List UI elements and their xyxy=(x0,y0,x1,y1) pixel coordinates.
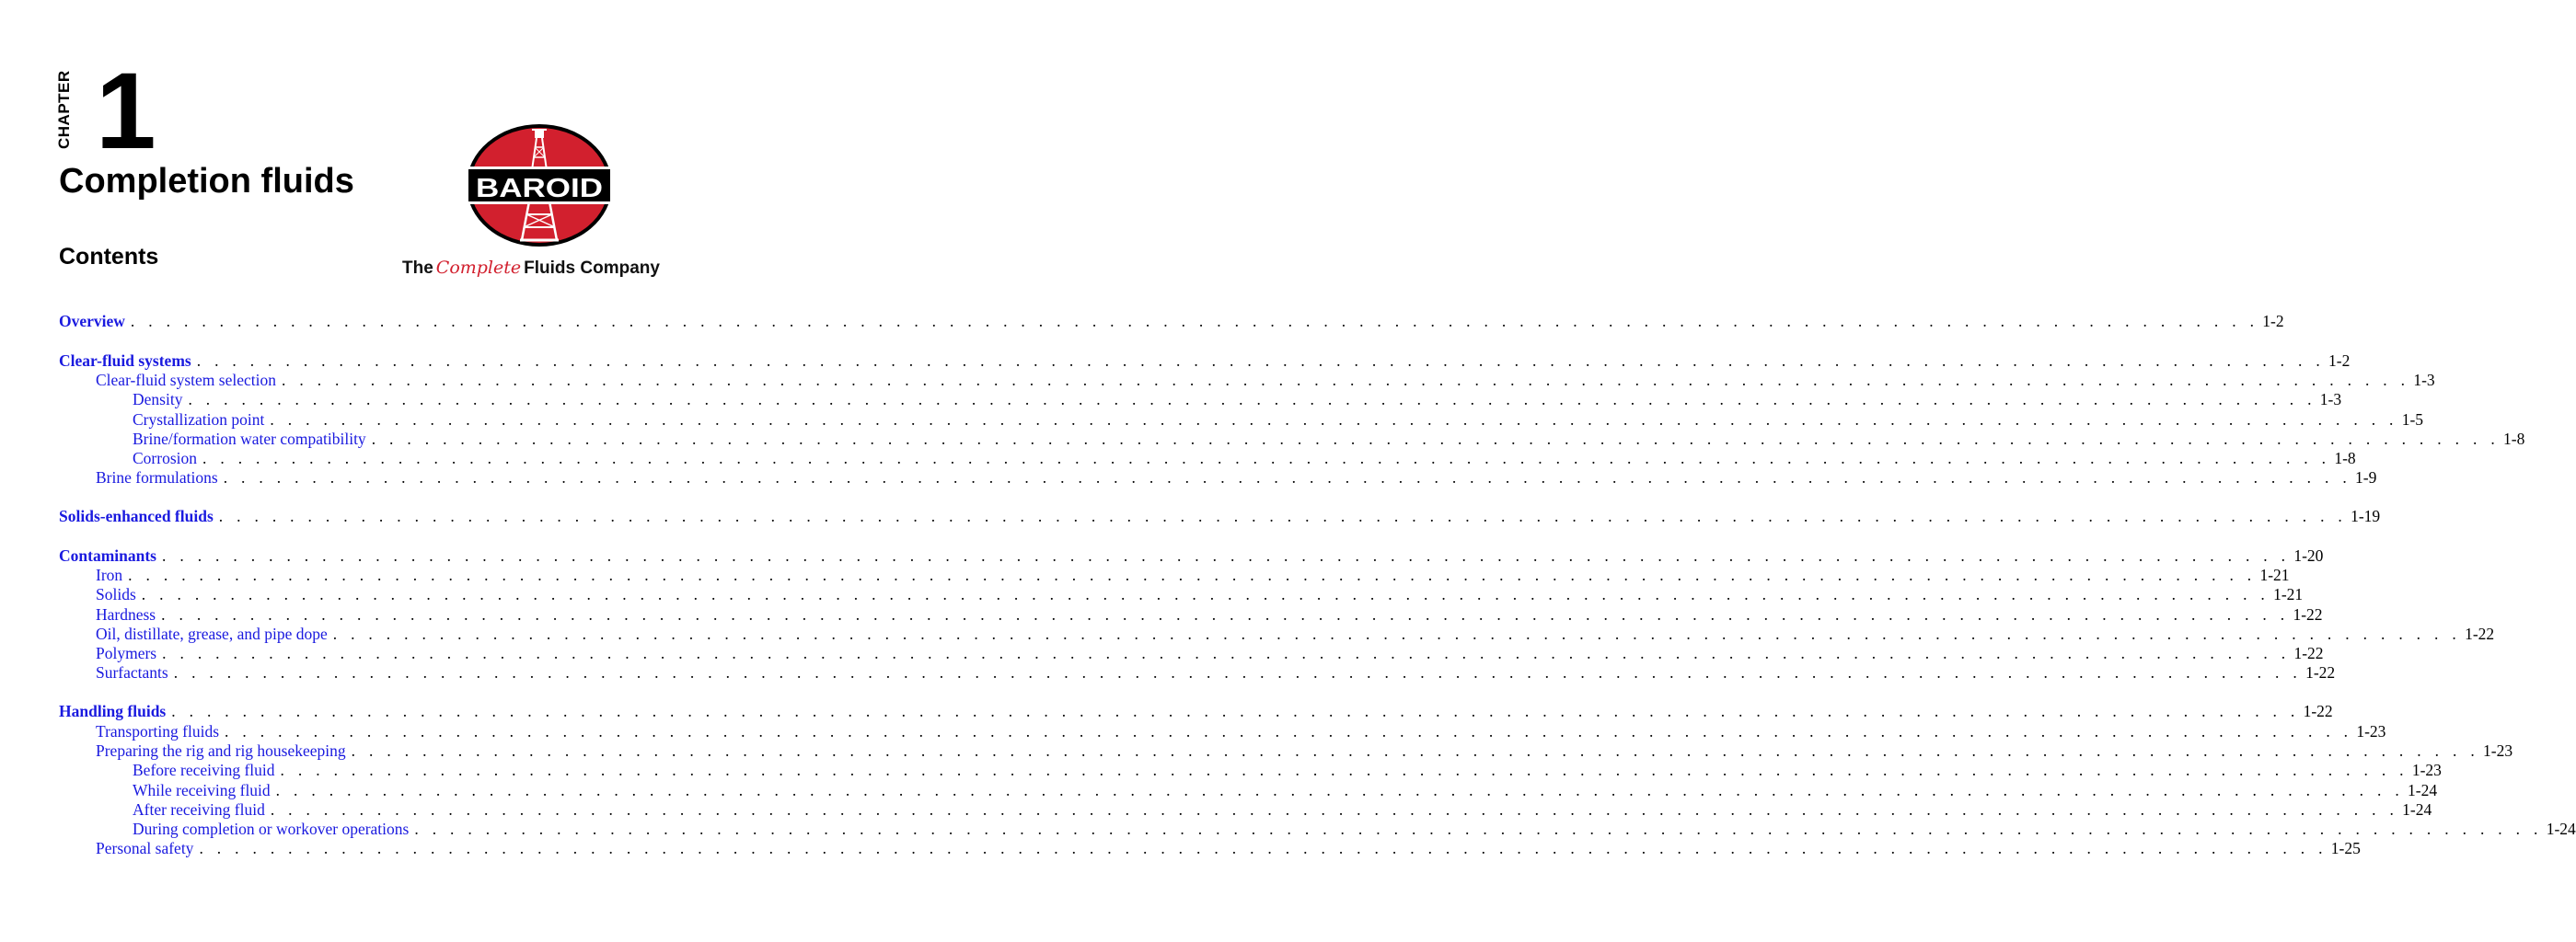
toc-entry-page: 1-25 xyxy=(2330,839,2361,857)
toc-entry-label[interactable]: Brine formulations xyxy=(96,468,218,487)
toc-leader-dots: . . . . . . . . . . . . . . . . . . . . . . . . . . . . . . . . . . . . . . . . . . . . . . . . . . . . . . . . . . . . . . . . . . . . . . . . . . . . . . . . . . . . . . . . . . . . . . . . . . . . . . . . . . . . . . . . . . . . . . . . xyxy=(275,781,2404,799)
toc-leader-dots: . . . . . . . . . . . . . . . . . . . . . . . . . . . . . . . . . . . . . . . . . . . . . . . . . . . . . . . . . . . . . . . . . . . . . . . . . . . . . . . . . . . . . . . . . . . . . . . . . . . . . . . . . . . . . . . . . . . . . . . . xyxy=(196,351,2326,370)
toc-entry[interactable] xyxy=(59,311,2284,331)
toc-entry[interactable] xyxy=(96,604,2323,625)
toc-entry-label[interactable]: Solids-enhanced fluids xyxy=(59,507,214,525)
toc-entry-label[interactable]: Contaminants xyxy=(59,546,156,565)
toc-entry-label[interactable]: Iron xyxy=(96,566,123,584)
toc-entry-label[interactable]: Surfactants xyxy=(96,663,168,682)
toc-entry-page: 1-22 xyxy=(2303,702,2333,720)
toc-leader-dots: . . . . . . . . . . . . . . . . . . . . . . . . . . . . . . . . . . . . . . . . . . . . . . . . . . . . . . . . . . . . . . . . . . . . . . . . . . . . . . . . . . . . . . . . . . . . . . . . . . . . . . . . . . . . . . . . . . . . . . . . xyxy=(199,839,2328,857)
toc-leader-dots: . . . . . . . . . . . . . . . . . . . . . . . . . . . . . . . . . . . . . . . . . . . . . . . . . . . . . . . . . . . . . . . . . . . . . . . . . . . . . . . . . . . . . . . . . . . . . . . . . . . . . . . . . . . . . . . . . . . . . . . . xyxy=(171,702,2300,720)
chapter-label: CHAPTER xyxy=(55,70,73,149)
toc-entry-label[interactable]: Handling fluids xyxy=(59,702,167,720)
toc-entry-page: 1-24 xyxy=(2402,800,2432,819)
toc-entry-label[interactable]: Personal safety xyxy=(96,839,194,857)
chapter-number: 1 xyxy=(96,51,156,172)
toc-entry-label[interactable]: Preparing the rig and rig housekeeping xyxy=(96,741,346,760)
toc-entry[interactable] xyxy=(96,624,2495,644)
toc-leader-dots: . . . . . . . . . . . . . . . . . . . . . . . . . . . . . . . . . . . . . . . . . . . . . . . . . . . . . . . . . . . . . . . . . . . . . . . . . . . . . . . . . . . . . . . . . . . . . . . . . . . . . . . . . . . . . . . . . . . . . . . . xyxy=(162,546,2291,565)
toc-leader-dots: . . . . . . . . . . . . . . . . . . . . . . . . . . . . . . . . . . . . . . . . . . . . . . . . . . . . . . . . . . . . . . . . . . . . . . . . . . . . . . . . . . . . . . . . . . . . . . . . . . . . . . . . . . . . . . . . . . . . . . . . xyxy=(128,566,2257,584)
toc-entry-label[interactable]: Brine/formation water compatibility xyxy=(133,430,366,448)
toc-entry[interactable] xyxy=(96,838,2361,858)
toc-leader-dots: . . . . . . . . . . . . . . . . . . . . . . . . . . . . . . . . . . . . . . . . . . . . . . . . . . . . . . . . . . . . . . . . . . . . . . . . . . . . . . . . . . . . . . . . . . . . . . . . . . . . . . . . . . . . . . . . . . . . . . . . xyxy=(218,507,2348,525)
toc-leader-dots: . . . . . . . . . . . . . . . . . . . . . . . . . . . . . . . . . . . . . . . . . . . . . . . . . . . . . . . . . . . . . . . . . . . . . . . . . . . . . . . . . . . . . . . . . . . . . . . . . . . . . . . . . . . . . . . . . . . . . . . . xyxy=(173,663,2303,682)
toc-entry-page: 1-3 xyxy=(2319,390,2342,408)
toc-entry-page: 1-19 xyxy=(2351,507,2381,525)
toc-entry[interactable] xyxy=(59,506,2381,526)
toc-leader-dots: . . . . . . . . . . . . . . . . . . . . . . . . . . . . . . . . . . . . . . . . . . . . . . . . . . . . . . . . . . . . . . . . . . . . . . . . . . . . . . . . . . . . . . . . . . . . . . . . . . . . . . . . . . . . . . . . . . . . . . . . xyxy=(188,390,2316,408)
toc-entry-label[interactable]: Corrosion xyxy=(133,449,197,467)
logo-brand-text: BAROID xyxy=(476,174,603,203)
toc-entry[interactable] xyxy=(133,819,2576,839)
toc-entry-page: 1-24 xyxy=(2546,820,2576,838)
page-title: Completion fluids xyxy=(59,162,354,201)
toc-leader-dots: . . . . . . . . . . . . . . . . . . . . . . . . . . . . . . . . . . . . . . . . . . . . . . . . . . . . . . . . . . . . . . . . . . . . . . . . . . . . . . . . . . . . . . . . . . . . . . . . . . . . . . . . . . . . . . . . . . . . . . . . xyxy=(270,800,2399,819)
toc-leader-dots: . . . . . . . . . . . . . . . . . . . . . . . . . . . . . . . . . . . . . . . . . . . . . . . . . . . . . . . . . . . . . . . . . . . . . . . . . . . . . . . . . . . . . . . . . . . . . . . . . . . . . . . . . . . . . . . . . . . . . . . . xyxy=(282,371,2410,389)
toc-entry-page: 1-2 xyxy=(2262,312,2284,330)
toc-leader-dots: . . . . . . . . . . . . . . . . . . . . . . . . . . . . . . . . . . . . . . . . . . . . . . . . . . . . . . . . . . . . . . . . . . . . . . . . . . . . . . . . . . . . . . . . . . . . . . . . . . . . . . . . . . . . . . . . . . . . . . . . xyxy=(280,761,2409,779)
toc-entry-label[interactable]: Before receiving fluid xyxy=(133,761,275,779)
toc-entry-label[interactable]: Clear-fluid systems xyxy=(59,351,191,370)
toc-entry-label[interactable]: Solids xyxy=(96,585,136,603)
toc-entry-page: 1-22 xyxy=(2293,605,2323,624)
toc-entry[interactable] xyxy=(133,760,2442,780)
toc-leader-dots: . . . . . . . . . . . . . . . . . . . . . . . . . . . . . . . . . . . . . . . . . . . . . . . . . . . . . . . . . . . . . . . . . . . . . . . . . . . . . . . . . . . . . . . . . . . . . . . . . . . . . . . . . . . . . . . . . . . . . . . . xyxy=(270,410,2398,429)
tagline-script: Complete xyxy=(435,258,522,278)
contents-heading: Contents xyxy=(59,244,159,270)
toc-entry-page: 1-22 xyxy=(2293,644,2324,662)
toc-entry[interactable] xyxy=(133,780,2438,800)
toc-leader-dots: . . . . . . . . . . . . . . . . . . . . . . . . . . . . . . . . . . . . . . . . . . . . . . . . . . . . . . . . . . . . . . . . . . . . . . . . . . . . . . . . . . . . . . . . . . . . . . . . . . . . . . . . . . . . . . . . . . . . . . . . xyxy=(130,312,2259,330)
toc-entry[interactable] xyxy=(59,546,2324,566)
toc-entry-page: 1-23 xyxy=(2356,722,2386,741)
toc-leader-dots: . . . . . . . . . . . . . . . . . . . . . . . . . . . . . . . . . . . . . . . . . . . . . . . . . . . . . . . . . . . . . . . . . . . . . . . . . . . . . . . . . . . . . . . . . . . . . . . . . . . . . . . . . . . . . . . . . . . . . . . . xyxy=(332,625,2462,643)
toc-entry-label[interactable]: Density xyxy=(133,390,183,408)
toc-entry-page: 1-9 xyxy=(2355,468,2377,487)
toc-entry[interactable] xyxy=(96,584,2304,604)
toc-entry-label[interactable]: During completion or workover operations xyxy=(133,820,410,838)
toc-entry-page: 1-22 xyxy=(2465,625,2495,643)
toc-entry-page: 1-23 xyxy=(2411,761,2442,779)
toc-entry[interactable] xyxy=(133,799,2432,820)
toc-entry[interactable] xyxy=(133,448,2356,468)
toc-entry[interactable] xyxy=(96,721,2386,741)
toc-entry-page: 1-21 xyxy=(2259,566,2290,584)
toc-entry-label[interactable]: Crystallization point xyxy=(133,410,265,429)
toc-entry-page: 1-20 xyxy=(2293,546,2324,565)
toc-entry[interactable] xyxy=(133,429,2525,449)
toc-entry-page: 1-21 xyxy=(2273,585,2304,603)
toc-entry[interactable] xyxy=(133,409,2424,430)
toc-leader-dots: . . . . . . . . . . . . . . . . . . . . . . . . . . . . . . . . . . . . . . . . . . . . . . . . . . . . . . . . . . . . . . . . . . . . . . . . . . . . . . . . . . . . . . . . . . . . . . . . . . . . . . . . . . . . . . . . . . . . . . . . xyxy=(225,722,2353,741)
toc-entry-label[interactable]: Hardness xyxy=(96,605,156,624)
toc-entry-page: 1-22 xyxy=(2305,663,2336,682)
toc-entry[interactable] xyxy=(59,350,2351,371)
toc-entry-page: 1-2 xyxy=(2328,351,2351,370)
toc-entry[interactable] xyxy=(96,467,2377,488)
toc-entry-page: 1-8 xyxy=(2334,449,2356,467)
toc-entry-label[interactable]: Polymers xyxy=(96,644,157,662)
toc-entry-page: 1-24 xyxy=(2408,781,2438,799)
toc-entry-label[interactable]: Clear-fluid system selection xyxy=(96,371,276,389)
toc-entry-label[interactable]: Overview xyxy=(59,312,125,330)
toc-entry[interactable] xyxy=(96,741,2513,761)
toc-entry[interactable] xyxy=(96,370,2435,390)
toc-entry[interactable] xyxy=(133,389,2342,409)
tagline-prefix: The xyxy=(402,258,433,278)
tagline-suffix: Fluids Company xyxy=(524,258,660,278)
toc-entry[interactable] xyxy=(59,701,2333,721)
toc-entry-page: 1-8 xyxy=(2503,430,2525,448)
toc-entry[interactable] xyxy=(96,643,2324,663)
toc-entry[interactable] xyxy=(96,662,2336,683)
toc-leader-dots: . . . . . . . . . . . . . . . . . . . . . . . . . . . . . . . . . . . . . . . . . . . . . . . . . . . . . . . . . . . . . . . . . . . . . . . . . . . . . . . . . . . . . . . . . . . . . . . . . . . . . . . . . . . . . . . . . . . . . . . . xyxy=(223,468,2352,487)
toc-leader-dots: . . . . . . . . . . . . . . . . . . . . . . . . . . . . . . . . . . . . . . . . . . . . . . . . . . . . . . . . . . . . . . . . . . . . . . . . . . . . . . . . . . . . . . . . . . . . . . . . . . . . . . . . . . . . . . . . . . . . . . . . xyxy=(414,820,2543,838)
toc-leader-dots: . . . . . . . . . . . . . . . . . . . . . . . . . . . . . . . . . . . . . . . . . . . . . . . . . . . . . . . . . . . . . . . . . . . . . . . . . . . . . . . . . . . . . . . . . . . . . . . . . . . . . . . . . . . . . . . . . . . . . . . . xyxy=(351,741,2479,760)
toc-entry-label[interactable]: Oil, distillate, grease, and pipe dope xyxy=(96,625,328,643)
toc-leader-dots: . . . . . . . . . . . . . . . . . . . . . . . . . . . . . . . . . . . . . . . . . . . . . . . . . . . . . . . . . . . . . . . . . . . . . . . . . . . . . . . . . . . . . . . . . . . . . . . . . . . . . . . . . . . . . . . . . . . . . . . . xyxy=(161,605,2290,624)
toc-entry[interactable] xyxy=(96,565,2290,585)
toc-entry-label[interactable]: After receiving fluid xyxy=(133,800,265,819)
toc-entry-page: 1-23 xyxy=(2483,741,2513,760)
toc-leader-dots: . . . . . . . . . . . . . . . . . . . . . . . . . . . . . . . . . . . . . . . . . . . . . . . . . . . . . . . . . . . . . . . . . . . . . . . . . . . . . . . . . . . . . . . . . . . . . . . . . . . . . . . . . . . . . . . . . . . . . . . . xyxy=(141,585,2270,603)
toc-entry-label[interactable]: Transporting fluids xyxy=(96,722,220,741)
toc-entry-page: 1-3 xyxy=(2413,371,2435,389)
toc-leader-dots: . . . . . . . . . . . . . . . . . . . . . . . . . . . . . . . . . . . . . . . . . . . . . . . . . . . . . . . . . . . . . . . . . . . . . . . . . . . . . . . . . . . . . . . . . . . . . . . . . . . . . . . . . . . . . . . . . . . . . . . . xyxy=(162,644,2291,662)
toc-leader-dots: . . . . . . . . . . . . . . . . . . . . . . . . . . . . . . . . . . . . . . . . . . . . . . . . . . . . . . . . . . . . . . . . . . . . . . . . . . . . . . . . . . . . . . . . . . . . . . . . . . . . . . . . . . . . . . . . . . . . . . . . xyxy=(202,449,2331,467)
toc-entry-label[interactable]: While receiving fluid xyxy=(133,781,271,799)
toc-leader-dots: . . . . . . . . . . . . . . . . . . . . . . . . . . . . . . . . . . . . . . . . . . . . . . . . . . . . . . . . . . . . . . . . . . . . . . . . . . . . . . . . . . . . . . . . . . . . . . . . . . . . . . . . . . . . . . . . . . . . . . . . xyxy=(371,430,2501,448)
toc-entry-page: 1-5 xyxy=(2401,410,2424,429)
